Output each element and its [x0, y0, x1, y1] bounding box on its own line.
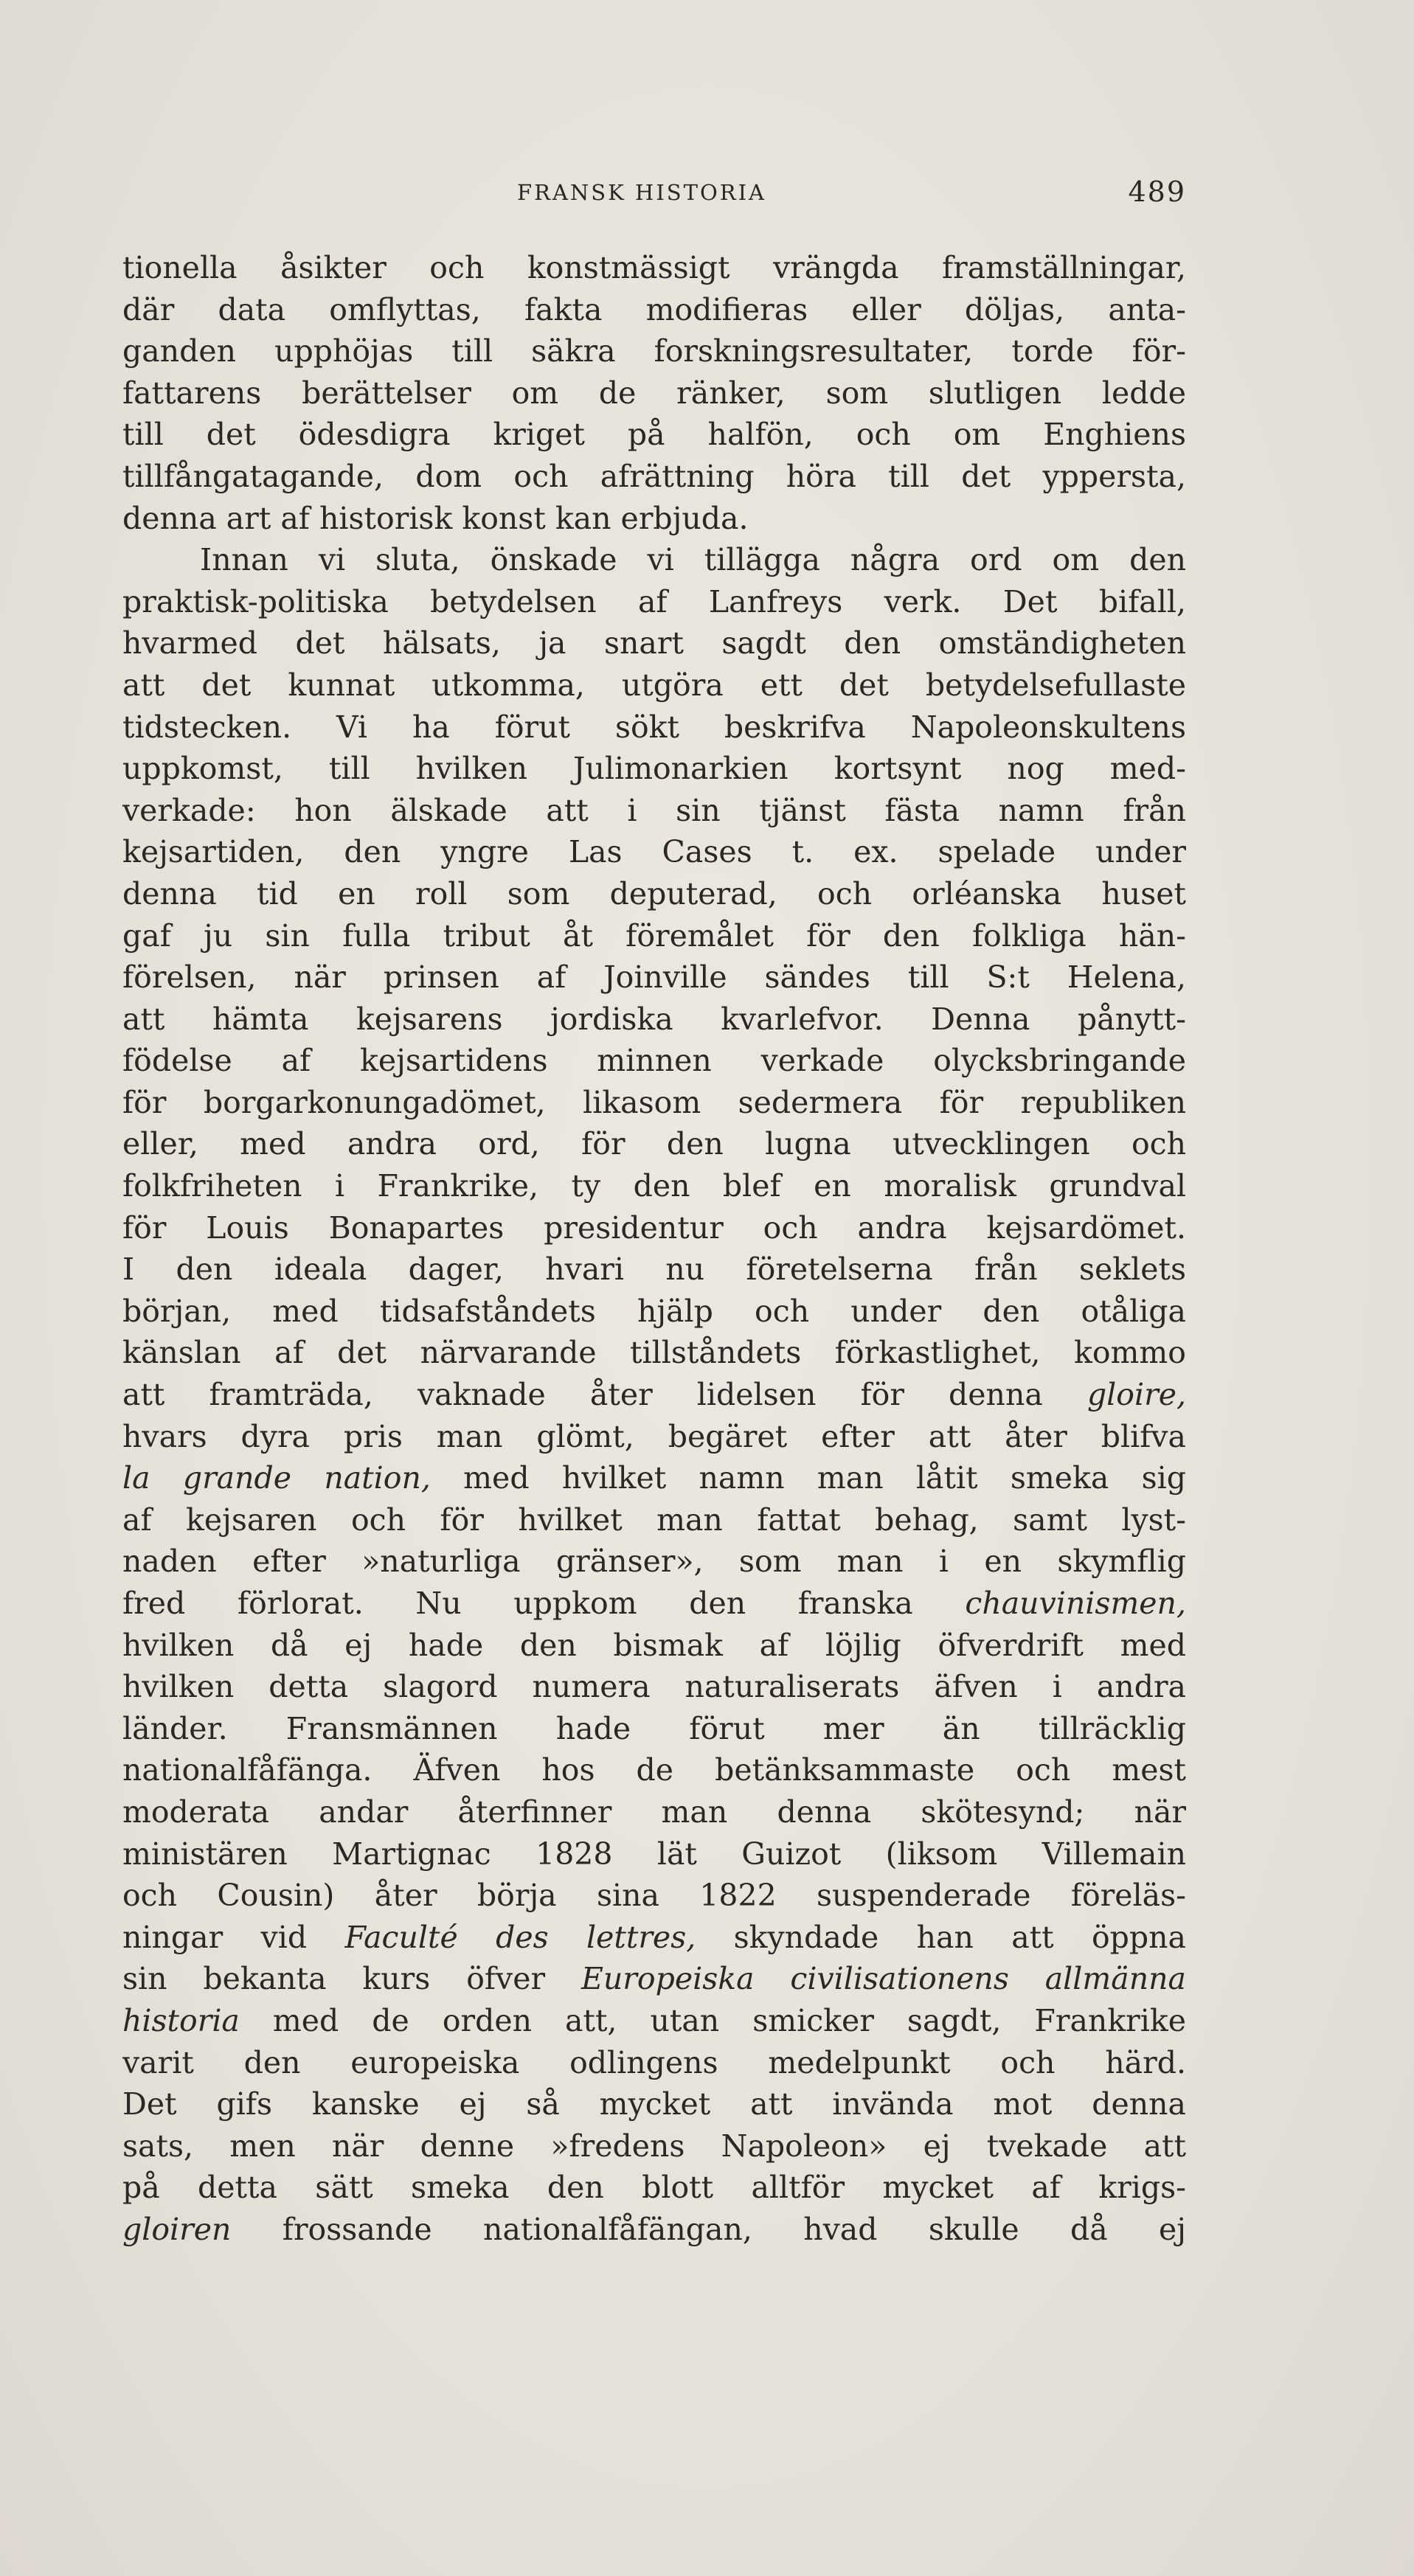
text-segment: tillfångatagande, dom och afrättning höra till det yppersta, [122, 458, 1186, 494]
text-line [122, 1625, 1186, 1667]
text-line [122, 1875, 1186, 1917]
text-line [122, 748, 1186, 790]
text-line [122, 1123, 1186, 1165]
italic-text: Europeiska civilisationens allmänna [580, 1961, 1186, 1997]
text-segment: praktisk-politiska betydelsen af Lanfreys verk. Det bifall, [122, 583, 1186, 619]
text-segment: tionella åsikter och konstmässigt vrängda framställningar, [122, 250, 1186, 285]
text-segment: I den ideala dager, hvari nu företelserna från seklets [122, 1251, 1186, 1288]
text-segment: födelse af kejsartidens minnen verkade olycksbringande [122, 1043, 1186, 1079]
text-line [122, 539, 1186, 581]
text-line [122, 1541, 1186, 1583]
text-segment: med hvilket namn man låtit smeka sig [430, 1460, 1186, 1496]
text-segment: fred förlorat. Nu uppkom den franska [122, 1586, 966, 1621]
text-segment: och Cousin) åter börja sina 1822 suspenderade föreläs- [122, 1878, 1186, 1914]
text-segment: till det ödesdigra kriget på halfön, och om Enghiens [122, 417, 1186, 453]
text-line [122, 873, 1186, 915]
italic-text: historia [122, 2002, 240, 2038]
text-line [122, 707, 1186, 749]
text-segment: hvars dyra pris man glömt, begäret efter att åter blifva [122, 1418, 1186, 1454]
text-line [122, 1291, 1186, 1333]
text-segment: för Louis Bonapartes presidentur och andra kejsardömet. [122, 1209, 1186, 1246]
text-line [122, 957, 1186, 999]
text-line [122, 664, 1186, 707]
text-segment: ganden upphöjas till säkra forskningsresultater, torde för- [122, 333, 1186, 369]
text-segment: af kejsaren och för hvilket man fattat behag, samt lyst- [122, 1501, 1186, 1538]
text-line [122, 1499, 1186, 1541]
text-line [122, 1833, 1186, 1875]
text-line [122, 247, 1186, 289]
text-segment: förelsen, när prinsen af Joinville sändes till S:t Helena, [122, 959, 1186, 996]
text-segment: verkade: hon älskade att i sin tjänst fästa namn från [122, 792, 1186, 828]
text-line [122, 2125, 1186, 2167]
text-segment: sin bekanta kurs öfver [122, 1961, 581, 1997]
text-segment: Det gifs kanske ej så mycket att invända mot denna [122, 2086, 1186, 2122]
text-line [122, 1749, 1186, 1791]
italic-text: gloiren [122, 2211, 232, 2247]
text-segment: känslan af det närvarande tillståndets förkastlighet, kommo [122, 1335, 1186, 1371]
text-line [122, 1791, 1186, 1833]
text-segment: för borgarkonungadömet, likasom sedermera för republiken [122, 1084, 1186, 1120]
italic-text: chauvinismen, [965, 1586, 1186, 1621]
text-line [122, 581, 1186, 623]
text-line [122, 2167, 1186, 2209]
text-line [122, 456, 1186, 498]
italic-text: Faculté des lettres, [344, 1919, 696, 1955]
text-line [122, 1332, 1186, 1374]
text-segment: denna tid en roll som deputerad, och orléanska huset [122, 875, 1186, 912]
text-segment: nationalfåfänga. Äfven hos de betänksammaste och mest [122, 1752, 1186, 1788]
italic-text: la grande nation, [122, 1460, 431, 1496]
text-segment: moderata andar återfinner man denna skötesynd; när [122, 1794, 1186, 1830]
text-line [122, 498, 1186, 540]
text-segment: varit den europeiska odlingens medelpunkt och härd. [122, 2044, 1186, 2080]
text-segment: frossande nationalfåfängan, hvad skulle då ej [231, 2211, 1186, 2247]
text-segment: sats, men när denne »fredens Napoleon» ej tvekade att [122, 2128, 1186, 2164]
text-segment: hvilken då ej hade den bismak af löjlig öfverdrift med [122, 1627, 1186, 1663]
text-line [122, 1082, 1186, 1124]
text-segment: att framträda, vaknade åter lidelsen för denna [122, 1377, 1087, 1413]
text-segment: att hämta kejsarens jordiska kvarlefvor. Denna pånytt- [122, 1001, 1186, 1037]
text-segment: ministären Martignac 1828 lät Guizot (liksom Villemain [122, 1836, 1186, 1872]
text-segment: kejsartiden, den yngre Las Cases t. ex. spelade under [122, 834, 1186, 870]
text-line [122, 1416, 1186, 1458]
text-line [122, 1165, 1186, 1207]
text-line [122, 831, 1186, 873]
text-segment: med de orden att, utan smicker sagdt, Frankrike [239, 2002, 1186, 2038]
text-line [122, 1457, 1186, 1499]
text-line [122, 289, 1186, 331]
text-line [122, 2042, 1186, 2084]
text-line [122, 414, 1186, 456]
text-segment: tidstecken. Vi ha förut sökt beskrifva Napoleonskultens [122, 709, 1186, 745]
text-line [122, 1708, 1186, 1750]
text-line [122, 2209, 1186, 2251]
text-line [122, 622, 1186, 664]
text-segment: naden efter »naturliga gränser», som man i en skymflig [122, 1544, 1186, 1580]
text-segment: folkfriheten i Frankrike, ty den blef en moralisk grundval [122, 1168, 1186, 1204]
text-line [122, 1583, 1186, 1625]
text-segment: skyndade han att öppna [696, 1919, 1186, 1955]
text-segment: fattarens berättelser om de ränker, som slutligen ledde [122, 375, 1186, 411]
text-segment: hvarmed det hälsats, ja snart sagdt den omständigheten [122, 625, 1186, 662]
text-segment: hvilken detta slagord numera naturaliserats äfven i andra [122, 1669, 1186, 1705]
text-line [122, 372, 1186, 414]
text-line [122, 915, 1186, 957]
text-line [122, 1666, 1186, 1708]
text-segment: på detta sätt smeka den blott alltför mycket af krigs- [122, 2170, 1186, 2206]
text-segment: denna art af historisk konst kan erbjuda. [122, 500, 749, 536]
text-line [122, 1374, 1186, 1416]
text-line [122, 1958, 1186, 2000]
text-line [122, 790, 1186, 832]
text-segment: länder. Fransmännen hade förut mer än tillräcklig [122, 1710, 1186, 1746]
text-segment: eller, med andra ord, för den lugna utvecklingen och [122, 1126, 1186, 1162]
text-line [122, 330, 1186, 372]
text-line [122, 999, 1186, 1041]
text-line [122, 2083, 1186, 2125]
text-line [122, 1040, 1186, 1082]
running-head: FRANSK HISTORIA [517, 180, 766, 205]
text-segment: början, med tidsafståndets hjälp och under den otåliga [122, 1293, 1186, 1329]
text-segment: gaf ju sin fulla tribut åt föremålet för den folkliga hän- [122, 917, 1186, 954]
text-line [122, 1207, 1186, 1249]
text-line [122, 1917, 1186, 1959]
text-line [122, 2000, 1186, 2042]
italic-text: gloire, [1087, 1377, 1186, 1413]
body-text [122, 247, 1186, 2251]
text-line [122, 1249, 1186, 1291]
text-segment: ningar vid [122, 1919, 345, 1955]
text-segment: Innan vi sluta, önskade vi tillägga några ord om den [200, 542, 1186, 578]
text-segment: uppkomst, till hvilken Julimonarkien kortsynt nog med- [122, 751, 1186, 787]
page-number: 489 [1128, 176, 1186, 208]
text-segment: där data omflyttas, fakta modifieras eller döljas, anta- [122, 291, 1186, 327]
page-header [122, 176, 1186, 212]
text-segment: att det kunnat utkomma, utgöra ett det betydelsefullaste [122, 667, 1186, 703]
